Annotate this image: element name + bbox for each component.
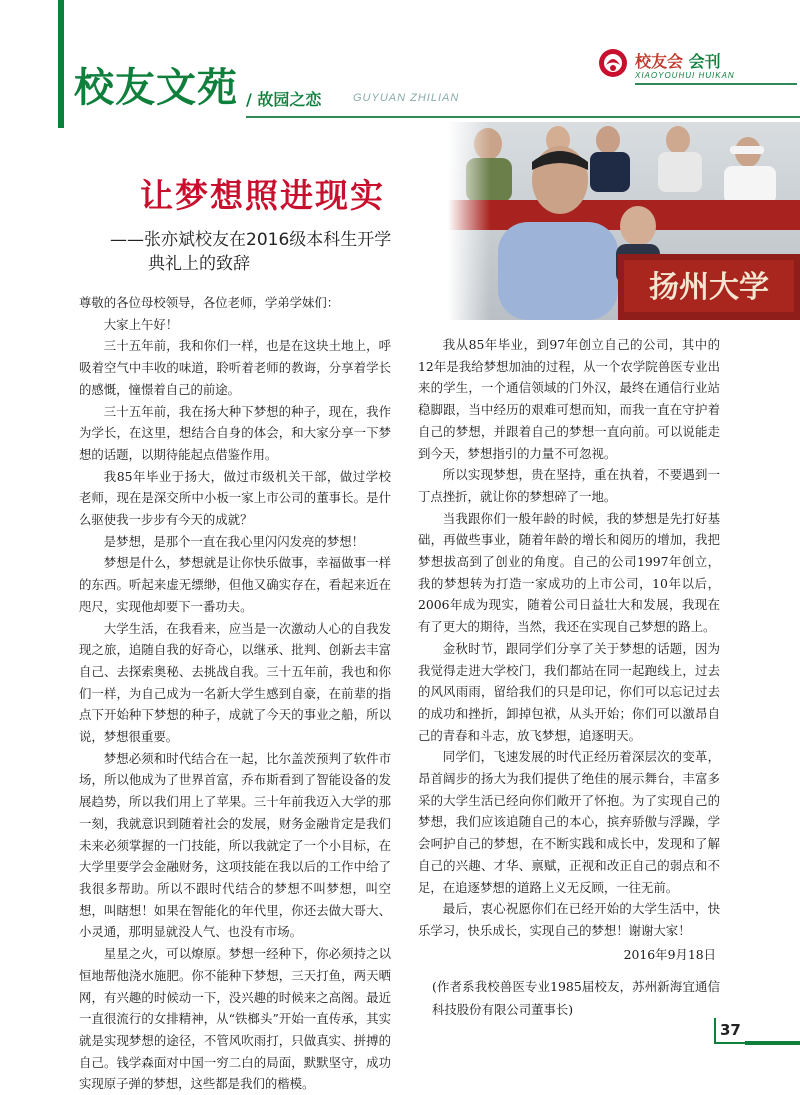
subtitle-line-1: ——张亦斌校友在2016级本科生开学 xyxy=(110,230,392,250)
paragraph: 梦想必须和时代结合在一起，比尔盖茨预判了软件市场，所以他成为了世界首富，乔布斯看到了智能设备的发展趋势，所以我们用上了苹果。三十年前我迈入大学的那一刻，我就意识到随着社会的发展，财务金融肯定是我们未来必须掌握的一门技能，所以我就定了一个小目标，在大学里要学会金融财务，这项技能在我以后的工作中给了我很多帮助。所以不跟时代结合的梦想不叫梦想，叫空想，叫瞎想！如果在智能化的年代里，你还去做大哥大、小灵通，那明显就没人气、也没有市场。 xyxy=(79,750,391,940)
alumni-emblem-icon xyxy=(597,47,629,79)
paragraph: 金秋时节，跟同学们分享了关于梦想的话题，因为我觉得走进大学校门，我们都站在同一起跑线上，过去的风风雨雨，留给我们的只是印记，你们可以忘记过去的成功和挫折，卸掉包袱，从头开始；你们可以激昂自己的青春和斗志，放飞梦想，追逐明天。 xyxy=(418,640,720,743)
paragraph: 梦想是什么，梦想就是让你快乐做事，幸福做事一样的东西。听起来虚无缥缈，但他又确实存在，看起来近在咫尺，实现他却要下一番功夫。 xyxy=(79,555,391,614)
header-rule xyxy=(246,116,800,118)
speech-date: 2016年9月18日 xyxy=(623,946,716,962)
page-number: 37 xyxy=(714,1018,750,1044)
footer-bar xyxy=(745,1041,800,1045)
paragraph: 大家上午好！ xyxy=(103,316,179,332)
paragraph: 三十五年前，我在扬大种下梦想的种子，现在，我作为学长，在这里，想结合自身的体会，和大家分享一下梦想的话题，以期待能起点借鉴作用。 xyxy=(79,403,391,462)
author-note: (作者系我校兽医专业1985届校友，苏州新海宜通信科技股份有限公司董事长) xyxy=(432,979,720,1018)
logo-text-b: 会刊 xyxy=(688,52,721,71)
paragraph: 星星之火，可以燎原。梦想一经种下，你必须持之以恒地帮他浇水施肥。你不能种下梦想，三天打鱼，两天晒网，有兴趣的时候动一下，没兴趣的时候来之高阁。最近一直很流行的女排精神，从“铁榔头”开始一直传承，其实就是实现梦想的途径，不管风吹雨打，只做真实、拼搏的自己。钱学森面对中国一穷二白的局面，默默坚守，成功实现原子弹的梦想，这些都是我们的楷模。 xyxy=(79,946,391,1092)
paragraph: 同学们，飞速发展的时代正经历着深层次的变革，昂首阔步的扬大为我们提供了绝佳的展示舞台，丰富多采的大学生活已经向你们敞开了怀抱。为了实现自己的梦想，我们应该追随自己的本心，摈弃骄傲与浮躁，学会呵护自己的梦想，在不断实践和成长中，发现和了解自己的兴趣、才华、禀赋，正视和改正自己的弱点和不足，在追逐梦想的道路上义无反顾，一往无前。 xyxy=(418,749,720,895)
right-column xyxy=(418,334,720,1021)
logo-pinyin: XIAOYOUHUI HUIKAN xyxy=(635,71,735,80)
article-title: 让梦想照进现实 xyxy=(140,176,385,215)
paragraph: 大学生活，在我看来，应当是一次激动人心的自我发现之旅，追随自我的好奇心，以继承、批判、创新去丰富自己、去探索奥秘、去挑战自我。三十五年前，我也和你们一样，为自己成为一名新大学生感到自豪，在前辈的指点下开始种下梦想的种子，成就了今天的事业之船，所以说，梦想很重要。 xyxy=(79,620,391,745)
article-subtitle xyxy=(110,228,460,276)
speech-photo xyxy=(448,122,800,320)
section-title: 校友文苑 xyxy=(74,65,238,111)
logo-rule xyxy=(635,83,797,85)
paragraph: 当我跟你们一般年龄的时候，我的梦想是先打好基础，再做些事业，随着年龄的增长和阅历的增加，我把梦想拔高到了创业的角度。自己的公司1997年创立，我的梦想转为打造一家成功的上市公司，10年以后，2006年成为现实，随着公司日益壮大和发展，我现在有了更大的期待，当然，我还在实现自己梦想的路上。 xyxy=(418,510,720,635)
paragraph: 所以实现梦想，贵在坚持，重在执着，不要遇到一丁点挫折，就让你的梦想碎了一地。 xyxy=(418,467,720,504)
paragraph: 三十五年前，我和你们一样，也是在这块土地上，呼吸着空气中丰收的味道，聆听着老师的教诲，分享着学长的感慨，憧憬着自己的前途。 xyxy=(79,338,391,397)
salutation: 尊敬的各位母校领导，各位老师，学弟学妹们： xyxy=(79,295,340,310)
section-pinyin: GUYUAN ZHILIAN xyxy=(353,92,460,104)
header-accent-bar xyxy=(58,0,64,128)
left-column xyxy=(79,292,391,1095)
subtitle-line-2: 典礼上的致辞 xyxy=(148,254,250,274)
speech-photo-illustration xyxy=(448,122,800,320)
logo-text-a: 校友会 xyxy=(635,52,684,71)
journal-logo xyxy=(597,45,797,95)
logo-text xyxy=(635,49,721,72)
section-subtitle: / 故园之恋 xyxy=(246,90,322,109)
paragraph: 最后，衷心祝愿你们在已经开始的大学生活中，快乐学习，快乐成长，实现自己的梦想！谢谢大家！ xyxy=(418,901,720,938)
paragraph: 我85年毕业于扬大，做过市级机关干部，做过学校老师，现在是深交所中小板一家上市公司的董事长。是什么驱使我一步步有今天的成就？ xyxy=(79,468,391,528)
paragraph: 我从85年毕业，到97年创立自己的公司，其中的12年是我给梦想加油的过程，从一个农学院兽医专业出来的学生，一个通信领域的门外汉，最终在通信行业站稳脚跟，当中经历的艰难可想而知，而我一直在守护着自己的梦想，并跟着自己的梦想一直向前。可以说能走到今天，梦想指引的力量不可忽视。 xyxy=(418,337,720,461)
paragraph: 是梦想，是那个一直在我心里闪闪发亮的梦想！ xyxy=(103,533,364,549)
